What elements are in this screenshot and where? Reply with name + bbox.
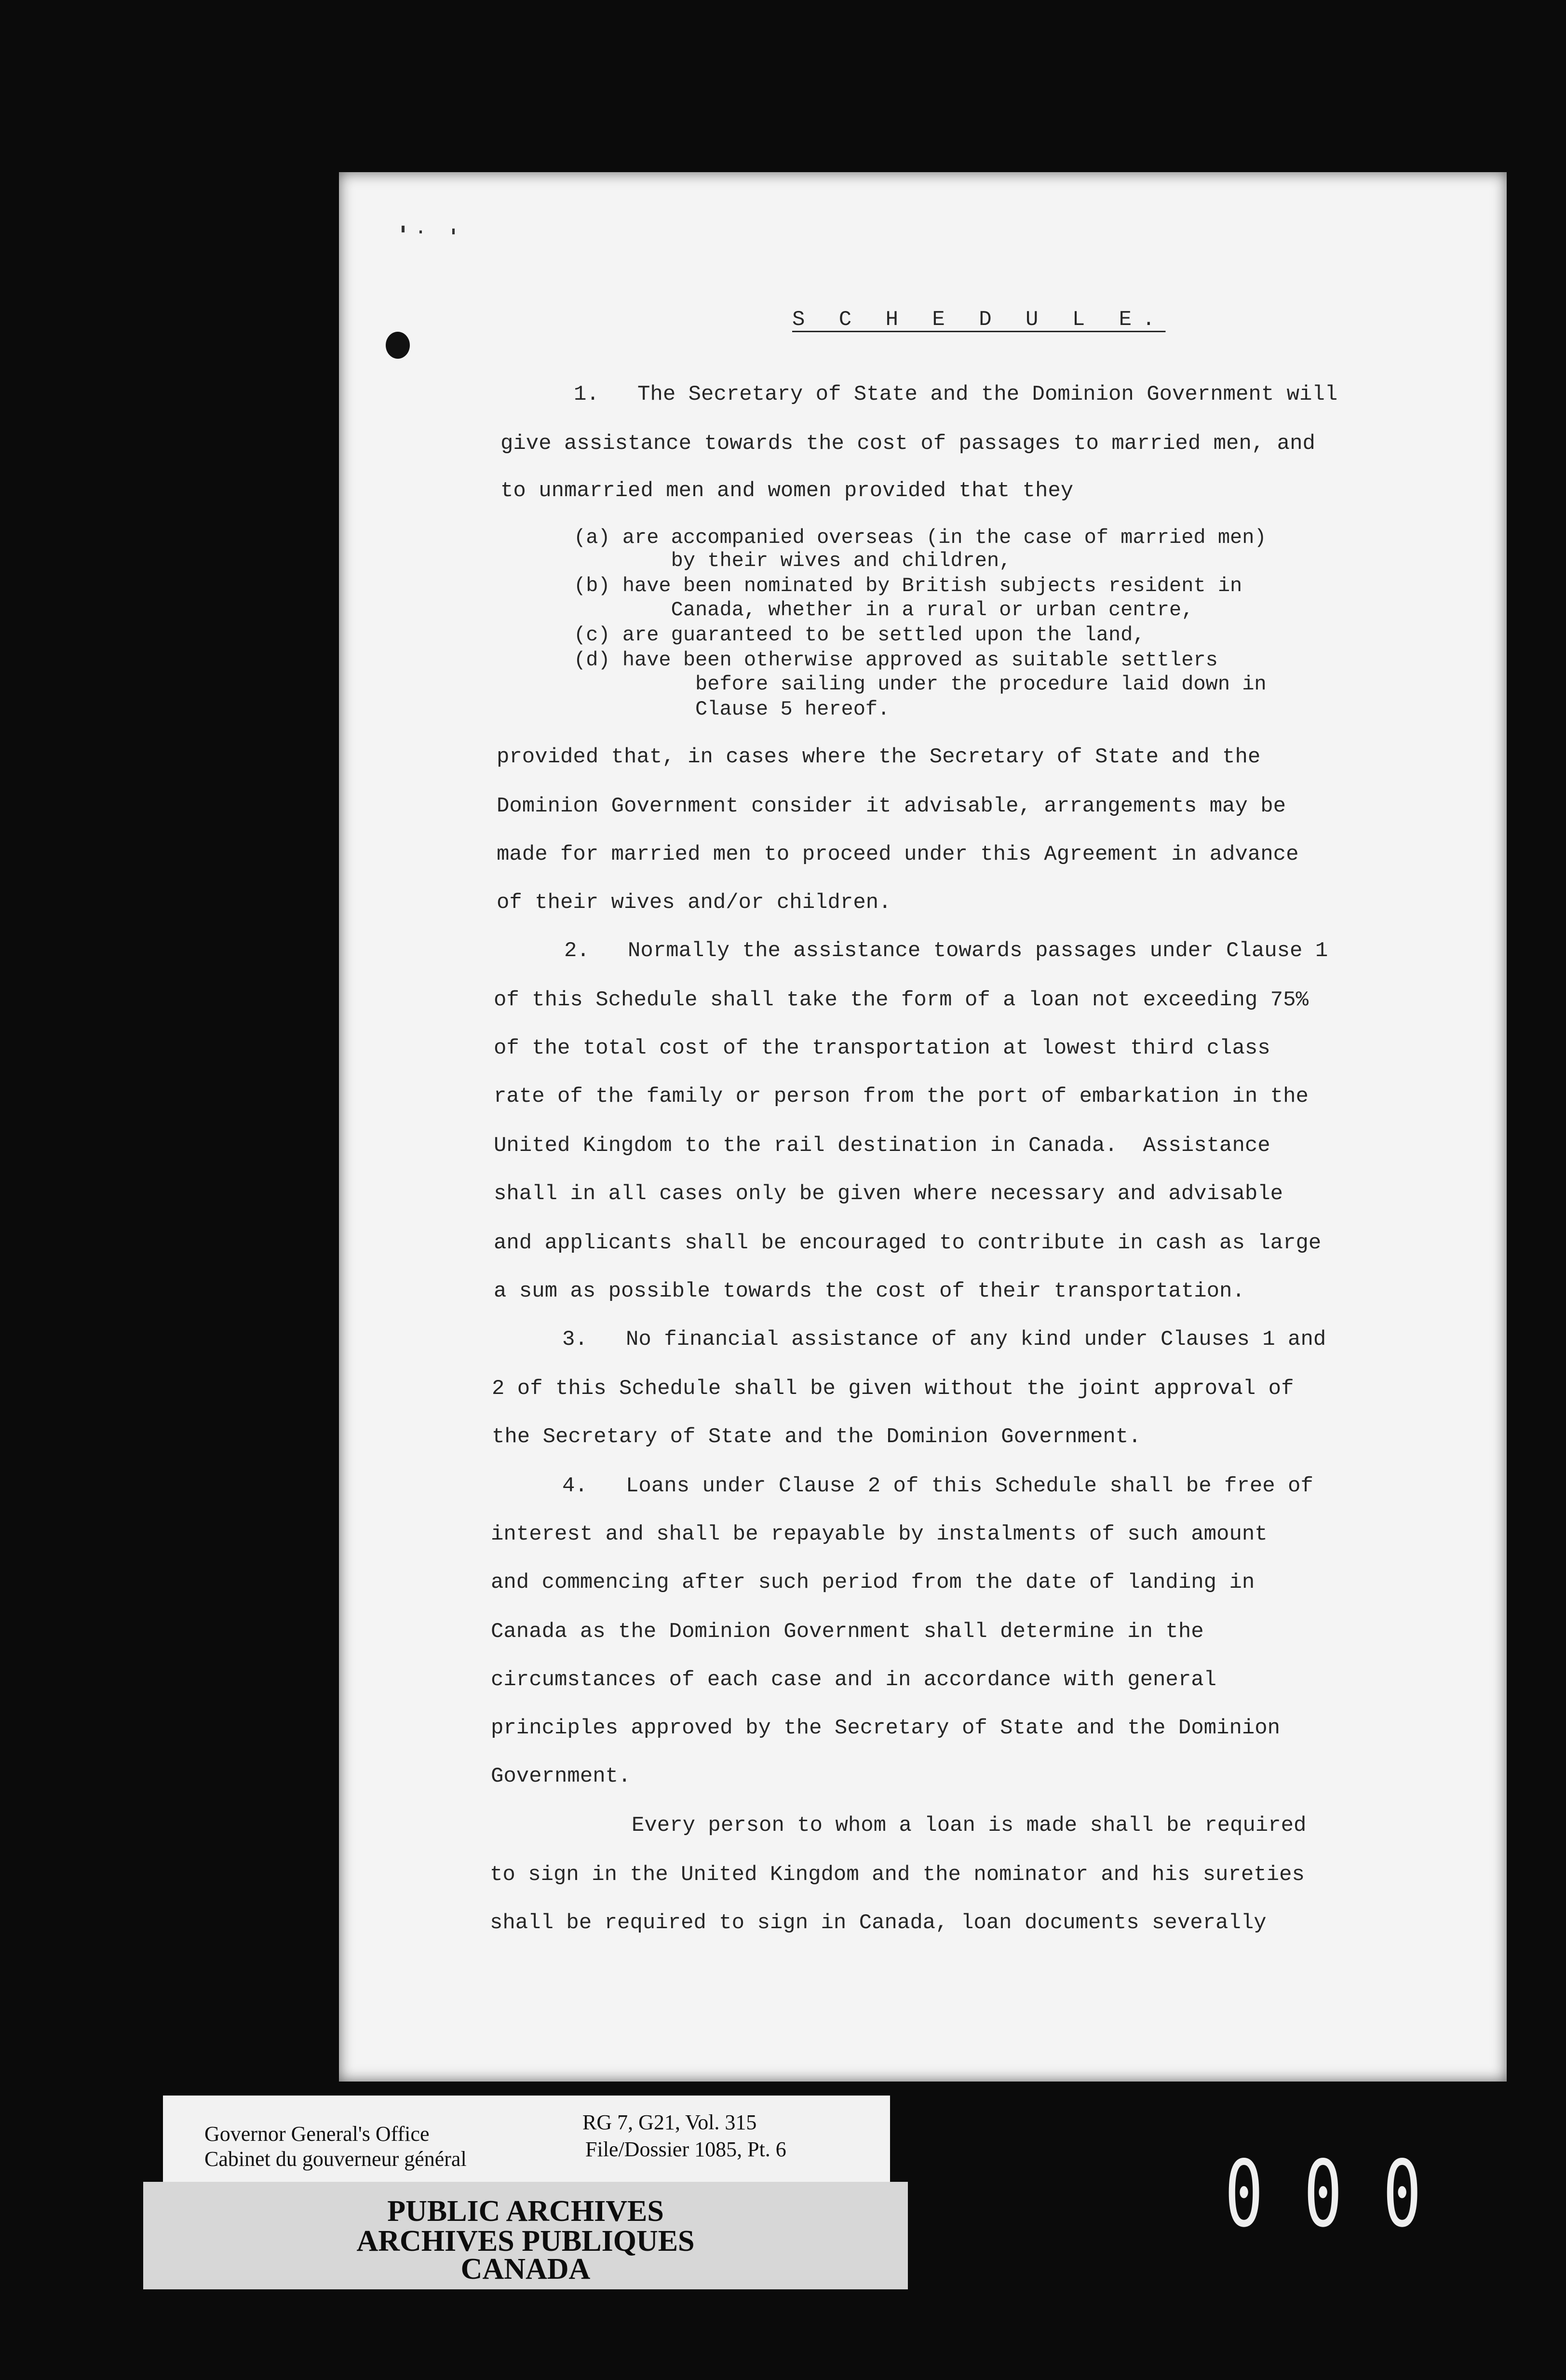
text-line: and commencing after such period from the date of landing in [491,1570,1255,1595]
speck-mark [402,226,405,232]
text-line: to unmarried men and women provided that they [500,479,1074,503]
record-group-reference: RG 7, G21, Vol. 315 [582,2110,757,2134]
text-line: 4. Loans under Clause 2 of this Schedule shall be free of [562,1474,1313,1498]
condition-line: (a) are accompanied overseas (in the case of married men) [574,526,1267,549]
text-line: the Secretary of State and the Dominion Government. [492,1425,1141,1449]
text-line: provided that, in cases where the Secretary of State and the [497,745,1261,769]
text-line: 2. Normally the assistance towards passages under Clause 1 [564,939,1328,963]
office-name-en: Governor General's Office [204,2122,430,2146]
schedule-title: S C H E D U L E. [792,308,1166,332]
condition-line: (c) are guaranteed to be settled upon the land, [574,623,1145,647]
text-line: and applicants shall be encouraged to contribute in cash as large [494,1231,1322,1255]
text-line: shall be required to sign in Canada, loan documents severally [490,1911,1267,1935]
condition-line: by their wives and children, [574,549,1012,572]
text-line: of this Schedule shall take the form of a loan not exceeding 75% [494,988,1309,1012]
frame-number: 000 [1225,2141,1462,2247]
text-line: Government. [491,1764,631,1788]
document-page [339,172,1507,2082]
text-line: of their wives and/or children. [497,891,891,915]
text-line: rate of the family or person from the port of embarkation in the [494,1084,1309,1109]
condition-line: (b) have been nominated by British subjects resident in [574,574,1242,597]
text-line: a sum as possible towards the cost of their transportation. [494,1279,1245,1303]
speck-mark [452,229,455,234]
text-line: circumstances of each case and in accordance with general [491,1668,1217,1692]
text-line: Every person to whom a loan is made shall be required [632,1813,1307,1838]
text-line: Dominion Government consider it advisable, arrangements may be [497,794,1286,818]
text-line: United Kingdom to the rail destination in Canada. Assistance [494,1134,1270,1158]
text-line: made for married men to proceed under this Agreement in advance [497,842,1299,866]
text-line: interest and shall be repayable by instalments of such amount [491,1522,1268,1546]
speck-mark [419,230,422,233]
text-line: of the total cost of the transportation at lowest third class [494,1036,1270,1060]
condition-line: before sailing under the procedure laid down in [574,673,1267,696]
text-line: 3. No financial assistance of any kind under Clauses 1 and [562,1327,1326,1352]
stamp-line: CANADA [460,2253,591,2285]
text-line: 2 of this Schedule shall be given without the joint approval of [492,1377,1294,1401]
office-name-fr: Cabinet du gouverneur général [204,2147,467,2171]
punch-hole [386,332,410,359]
text-line: principles approved by the Secretary of State and the Dominion [491,1716,1281,1740]
archive-reference-label [163,2096,890,2185]
text-line: Canada as the Dominion Government shall determine in the [491,1620,1204,1644]
text-line: 1. The Secretary of State and the Dominion Government will [574,382,1338,406]
file-reference: File/Dossier 1085, Pt. 6 [585,2137,786,2161]
text-line: to sign in the United Kingdom and the nominator and his sureties [490,1863,1305,1887]
condition-line: Canada, whether in a rural or urban centre, [574,598,1194,622]
stamp-line: PUBLIC ARCHIVES [387,2195,664,2228]
text-line: shall in all cases only be given where necessary and advisable [494,1182,1283,1206]
condition-line: (d) have been otherwise approved as suitable settlers [574,649,1218,672]
condition-line: Clause 5 hereof. [574,698,890,721]
stamp-line: ARCHIVES PUBLIQUES [356,2225,695,2258]
text-line: give assistance towards the cost of passages to married men, and [500,432,1315,456]
archives-stamp [143,2182,908,2289]
